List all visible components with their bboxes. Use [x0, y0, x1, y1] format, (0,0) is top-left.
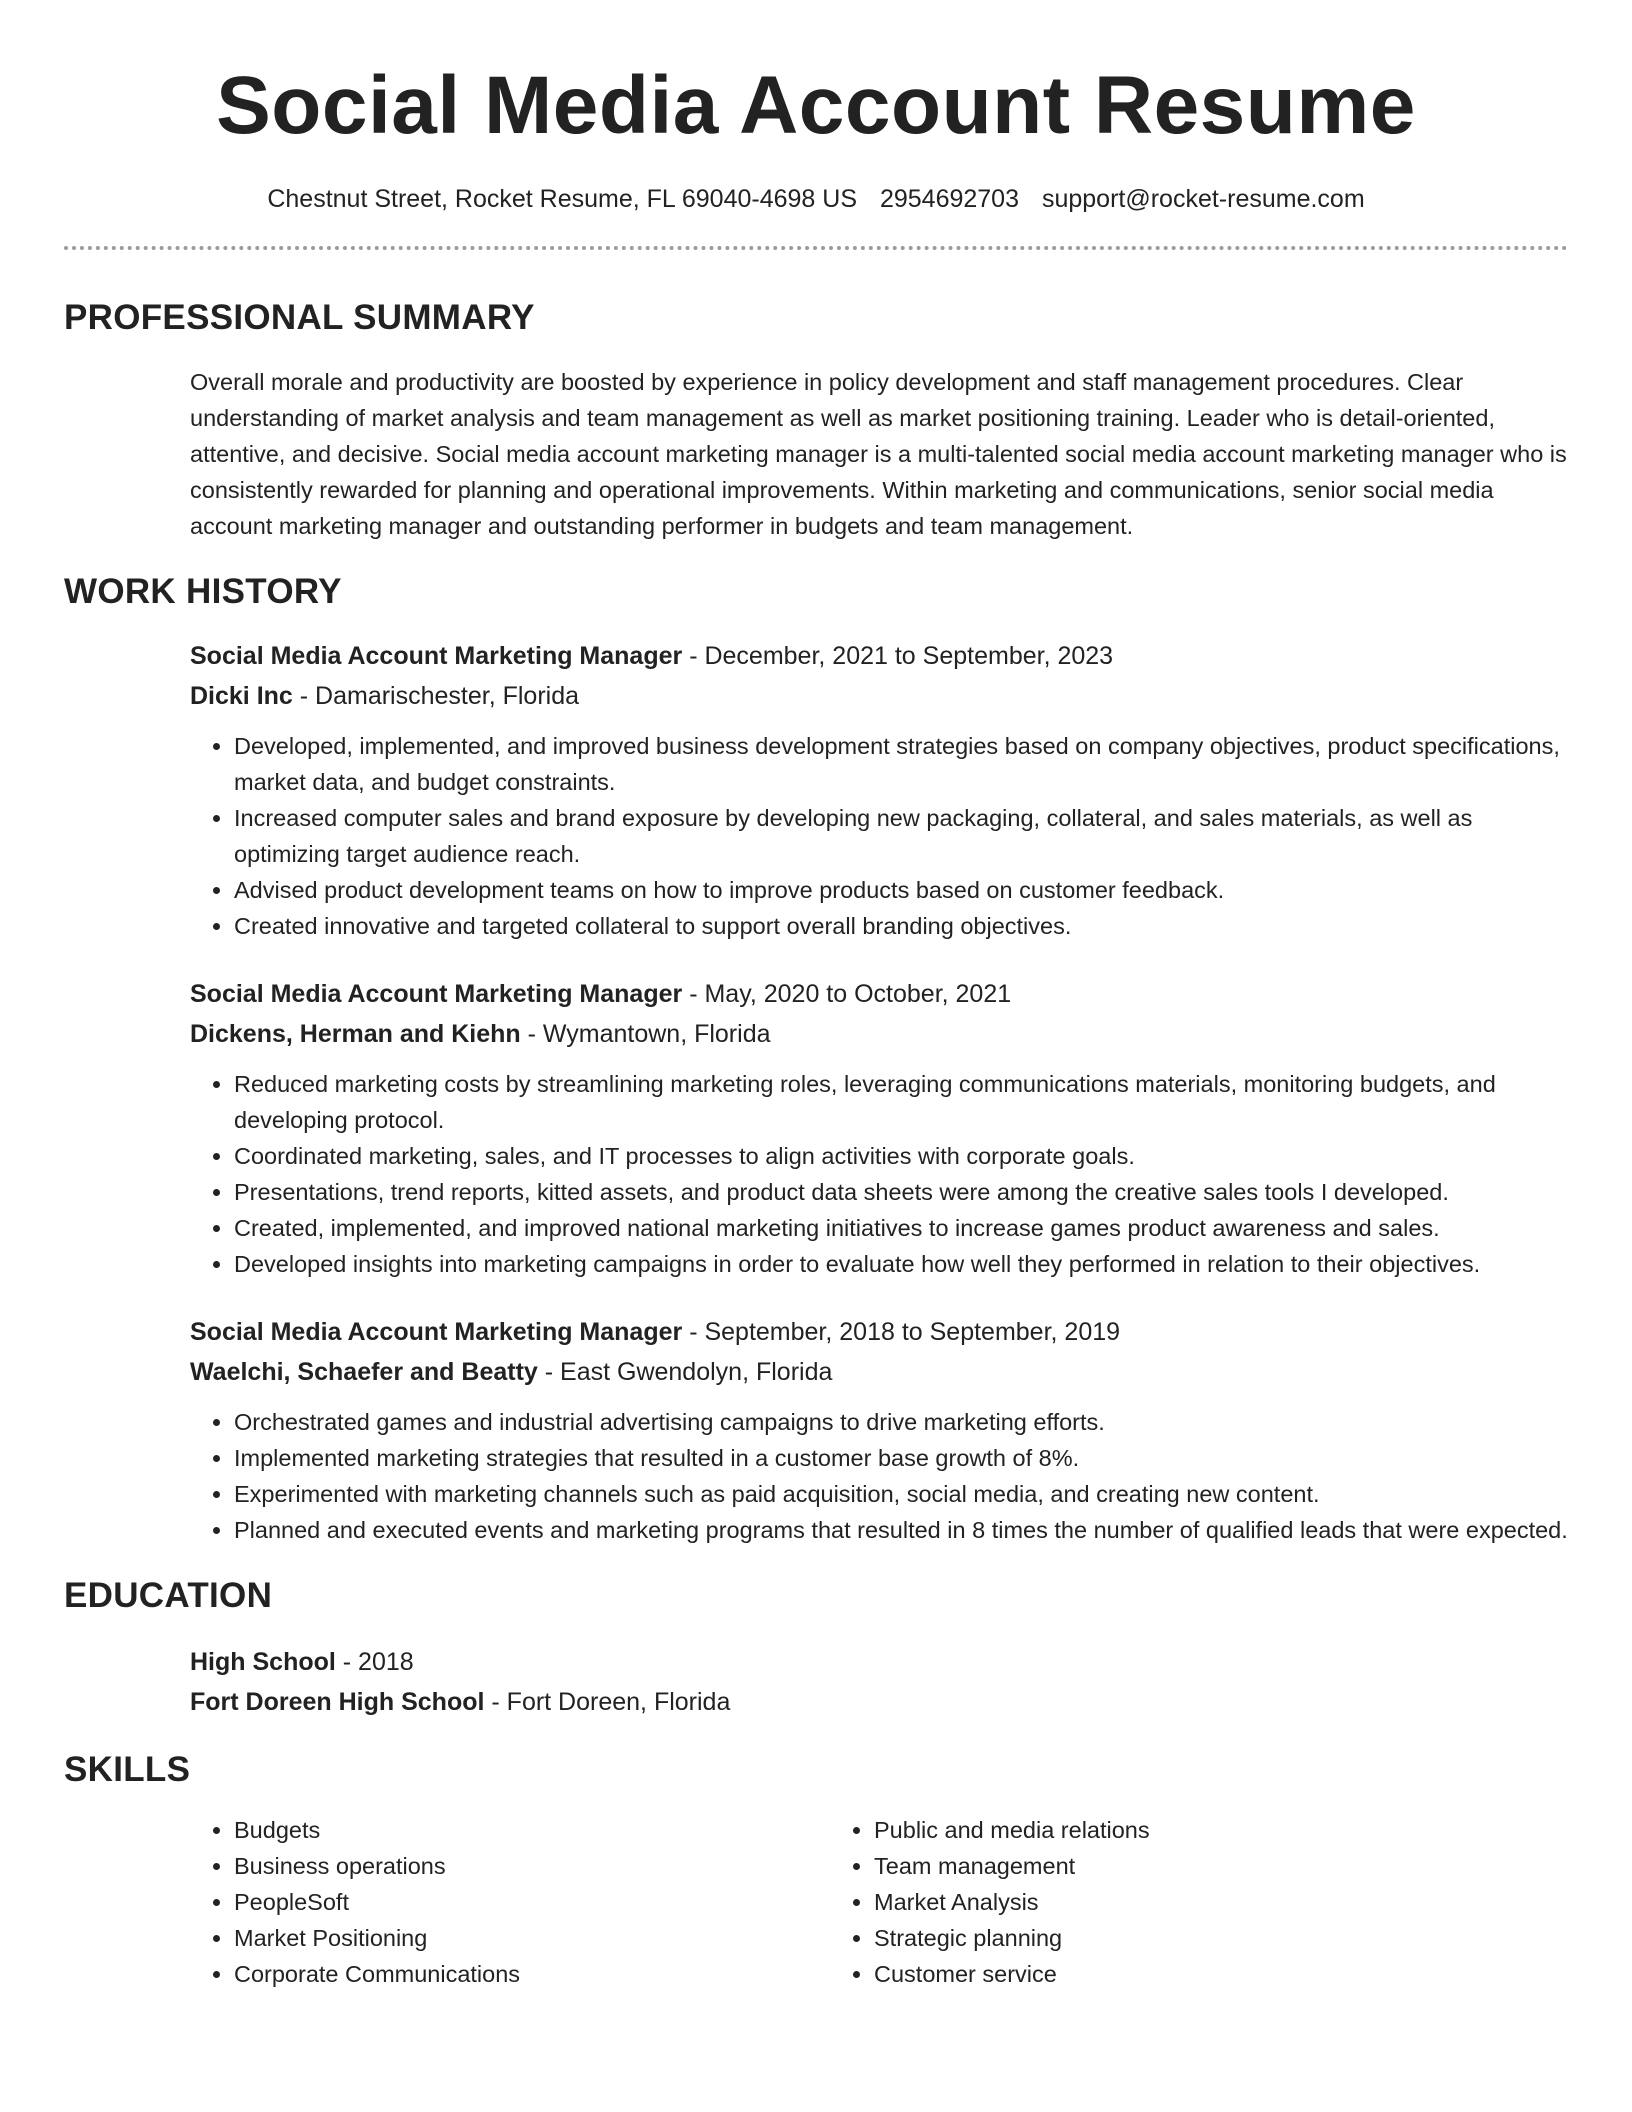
list-item: • Created, implemented, and improved national marketing initiatives to increase games product awareness and sales.: [234, 1210, 1568, 1246]
job-role-line: [190, 1312, 1568, 1352]
skills-list: [190, 1812, 1568, 1992]
resume-header: [64, 0, 1568, 216]
skill-item: • Customer service: [874, 1956, 1470, 1992]
list-item: • Experimented with marketing channels such as paid acquisition, social media, and creating new content.: [234, 1476, 1568, 1512]
job-dates: - September, 2018 to September, 2019: [682, 1318, 1121, 1346]
job-company-line: [190, 1014, 1568, 1054]
list-item: • Increased computer sales and brand exposure by developing new packaging, collateral, and sales materials, as well as optimizing target audience reach.: [234, 800, 1568, 872]
resume-title: Social Media Account Resume: [216, 60, 1416, 151]
job-role: Social Media Account Marketing Manager: [190, 642, 683, 670]
job-company: Dicki Inc: [190, 682, 293, 710]
job-role-line: [190, 974, 1568, 1014]
section-title-work-history: WORK HISTORY: [64, 572, 342, 611]
list-item: • Presentations, trend reports, kitted assets, and product data sheets were among the creative sales tools I developed.: [234, 1174, 1568, 1210]
education-entry: [190, 1642, 1568, 1722]
list-item: • Implemented marketing strategies that resulted in a customer base growth of 8%.: [234, 1440, 1568, 1476]
education-school-line: [190, 1682, 1568, 1722]
list-item: • Orchestrated games and industrial advertising campaigns to drive marketing efforts.: [234, 1404, 1568, 1440]
list-item: • Developed insights into marketing campaigns in order to evaluate how well they performed in relation to their objectives.: [234, 1246, 1568, 1282]
list-item: • Developed, implemented, and improved business development strategies based on company objectives, product specifications, market data, and budget constraints.: [234, 728, 1568, 800]
job-bullets: [190, 1404, 1568, 1548]
job-company: Waelchi, Schaefer and Beatty: [190, 1358, 538, 1386]
job-dates: - May, 2020 to October, 2021: [682, 980, 1012, 1008]
job-entry: [190, 1312, 1568, 1548]
job-entry: [190, 636, 1568, 944]
education-year: - 2018: [335, 1648, 414, 1676]
skill-item: • Business operations: [234, 1848, 830, 1884]
education-school: Fort Doreen High School: [190, 1688, 485, 1716]
job-role-line: [190, 636, 1568, 676]
job-bullets: [190, 728, 1568, 944]
list-item: • Planned and executed events and marketing programs that resulted in 8 times the number of qualified leads that were expected.: [234, 1512, 1568, 1548]
education-degree: High School: [190, 1648, 336, 1676]
job-entry: [190, 974, 1568, 1282]
skill-item: • Team management: [874, 1848, 1470, 1884]
skill-item: • Strategic planning: [874, 1920, 1470, 1956]
section-title-summary: PROFESSIONAL SUMMARY: [64, 298, 535, 337]
list-item: • Reduced marketing costs by streamlining marketing roles, leveraging communications materials, monitoring budgets, and developing protocol.: [234, 1066, 1568, 1138]
job-company-line: [190, 676, 1568, 716]
job-role: Social Media Account Marketing Manager: [190, 980, 683, 1008]
list-item: • Advised product development teams on how to improve products based on customer feedback.: [234, 872, 1568, 908]
job-company: Dickens, Herman and Kiehn: [190, 1020, 521, 1048]
list-item: • Created innovative and targeted collateral to support overall branding objectives.: [234, 908, 1568, 944]
job-dates: - December, 2021 to September, 2023: [682, 642, 1114, 670]
job-role: Social Media Account Marketing Manager: [190, 1318, 683, 1346]
contact-email: support@rocket-resume.com: [1041, 185, 1365, 213]
skills-column-1: [190, 1812, 830, 1992]
skills-column-2: [830, 1812, 1470, 1992]
skill-item: • PeopleSoft: [234, 1884, 830, 1920]
skill-item: • Market Analysis: [874, 1884, 1470, 1920]
contact-line: [64, 182, 1568, 216]
skill-item: • Corporate Communications: [234, 1956, 830, 1992]
contact-address: Chestnut Street, Rocket Resume, FL 69040-4698 US: [267, 185, 857, 213]
skill-item: • Market Positioning: [234, 1920, 830, 1956]
job-location: - East Gwendolyn, Florida: [537, 1358, 833, 1386]
job-bullets: [190, 1066, 1568, 1282]
contact-phone: 2954692703: [879, 185, 1019, 213]
skill-item: • Budgets: [234, 1812, 830, 1848]
header-divider: [64, 246, 1568, 250]
job-company-line: [190, 1352, 1568, 1392]
education-degree-line: [190, 1642, 1568, 1682]
skill-item: • Public and media relations: [874, 1812, 1470, 1848]
education-location: - Fort Doreen, Florida: [484, 1688, 731, 1716]
summary-text: Overall morale and productivity are boosted by experience in policy development and staff management procedures. Clear understanding of market analysis and team management as well as market positioning training. Leader who is detail-oriented, attentive, and decisive. Social media account marketing manager is a multi-talented social media account marketing manager who is consistently rewarded for planning and operational improvements. Within marketing and communications, senior social media account marketing manager and outstanding performer in budgets and team management.: [190, 369, 1567, 539]
section-title-skills: SKILLS: [64, 1750, 191, 1789]
job-location: - Wymantown, Florida: [520, 1020, 771, 1048]
section-title-education: EDUCATION: [64, 1576, 273, 1615]
list-item: • Coordinated marketing, sales, and IT processes to align activities with corporate goals.: [234, 1138, 1568, 1174]
job-location: - Damarischester, Florida: [292, 682, 580, 710]
